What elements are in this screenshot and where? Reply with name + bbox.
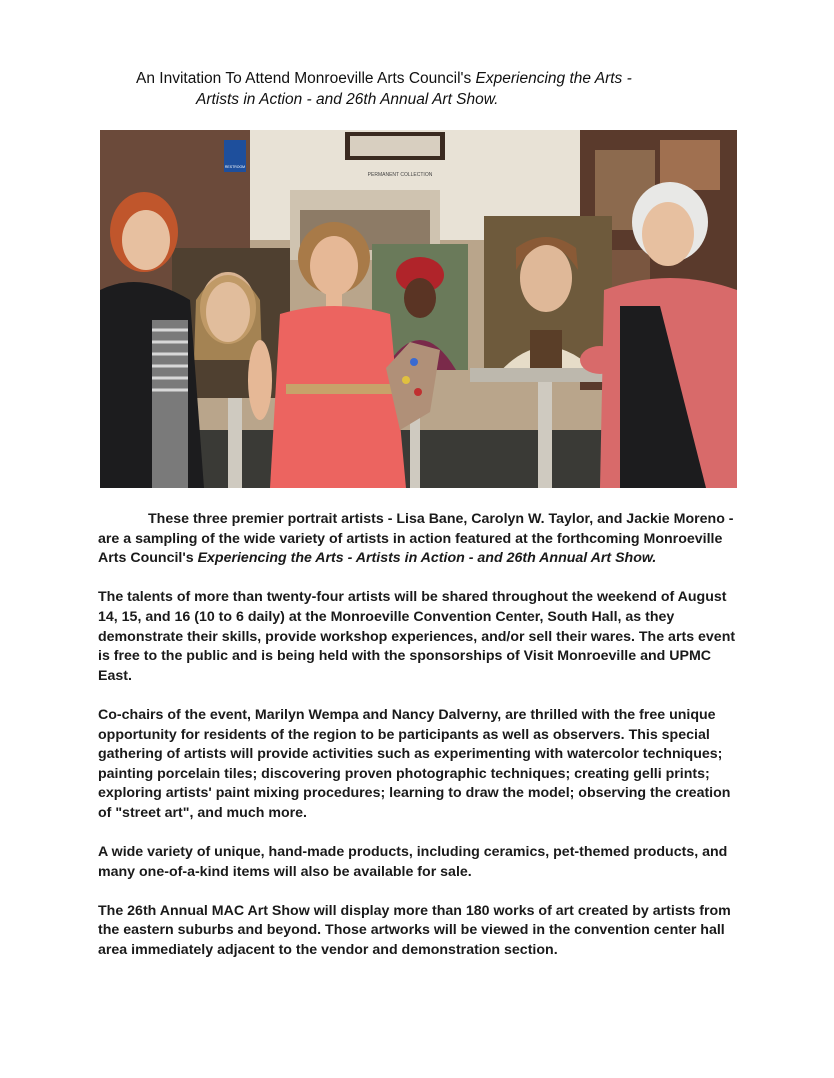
title-line-1-text: An Invitation To Attend Monroeville Arts Council's xyxy=(136,70,476,87)
paragraph-co-chairs: Co-chairs of the event, Marilyn Wempa and Nancy Dalverny, are thrilled with the free unique opportunity for residents of the region to be participants as well as observers. This special gathering of artists will provide activities such as experimenting with watercolor techniques; painting porcelain tiles; discovering proven photographic techniques; creating gelli prints; exploring artists' paint mixing procedures; learning to draw the model; observing the creation of "street art", and much more. xyxy=(98,706,731,821)
paragraph-intro-text: These three premier portrait artists - Lisa Bane, Carolyn W. Taylor, and Jackie Moreno - are a sampling of the wide variety of artists in action featured at the forthcoming Monroeville Arts Council's xyxy=(98,511,734,567)
artist-middle-dress xyxy=(270,306,406,488)
artist-right-face xyxy=(642,202,694,266)
article-body xyxy=(98,510,742,980)
easel-left xyxy=(228,398,242,488)
artist-left-face xyxy=(122,210,170,270)
paragraph-art-show: The 26th Annual MAC Art Show will display more than 180 works of art created by artists from the eastern suburbs and beyond. Those artworks will be viewed in the convention center hall area immediately adjacent to the vendor and demonstration section. xyxy=(98,902,731,959)
artists-photo xyxy=(100,130,737,488)
collection-sign: PERMANENT COLLECTION xyxy=(367,172,433,178)
title-line-1 xyxy=(136,68,632,89)
paragraph-intro-italic: Experiencing the Arts - Artists in Action - and 26th Annual Art Show. xyxy=(197,550,657,567)
easel-right xyxy=(538,376,552,488)
paragraph-talents: The talents of more than twenty-four artists will be shared throughout the weekend of August 14, 15, and 16 (10 to 6 daily) at the Monroeville Convention Center, South Hall, as they demonstrate their skills, provide workshop experiences, and/or sell their wares. The arts event is free to the public and is being held with the sponsorships of Visit Monroeville and UPMC East. xyxy=(98,589,736,684)
paragraph-intro xyxy=(98,510,742,569)
restroom-sign-text: RESTROOM xyxy=(224,165,246,169)
title-line-2-italic: Artists in Action - and 26th Annual Art Show. xyxy=(196,91,499,108)
title-line-2 xyxy=(196,89,498,110)
title-line-1-italic: Experiencing the Arts - xyxy=(475,70,632,87)
artists-photo-illustration xyxy=(100,130,737,488)
artist-middle-face xyxy=(310,236,358,296)
paragraph-products: A wide variety of unique, hand-made products, including ceramics, pet-themed products, and many one-of-a-kind items will also be available for sale. xyxy=(98,844,728,880)
